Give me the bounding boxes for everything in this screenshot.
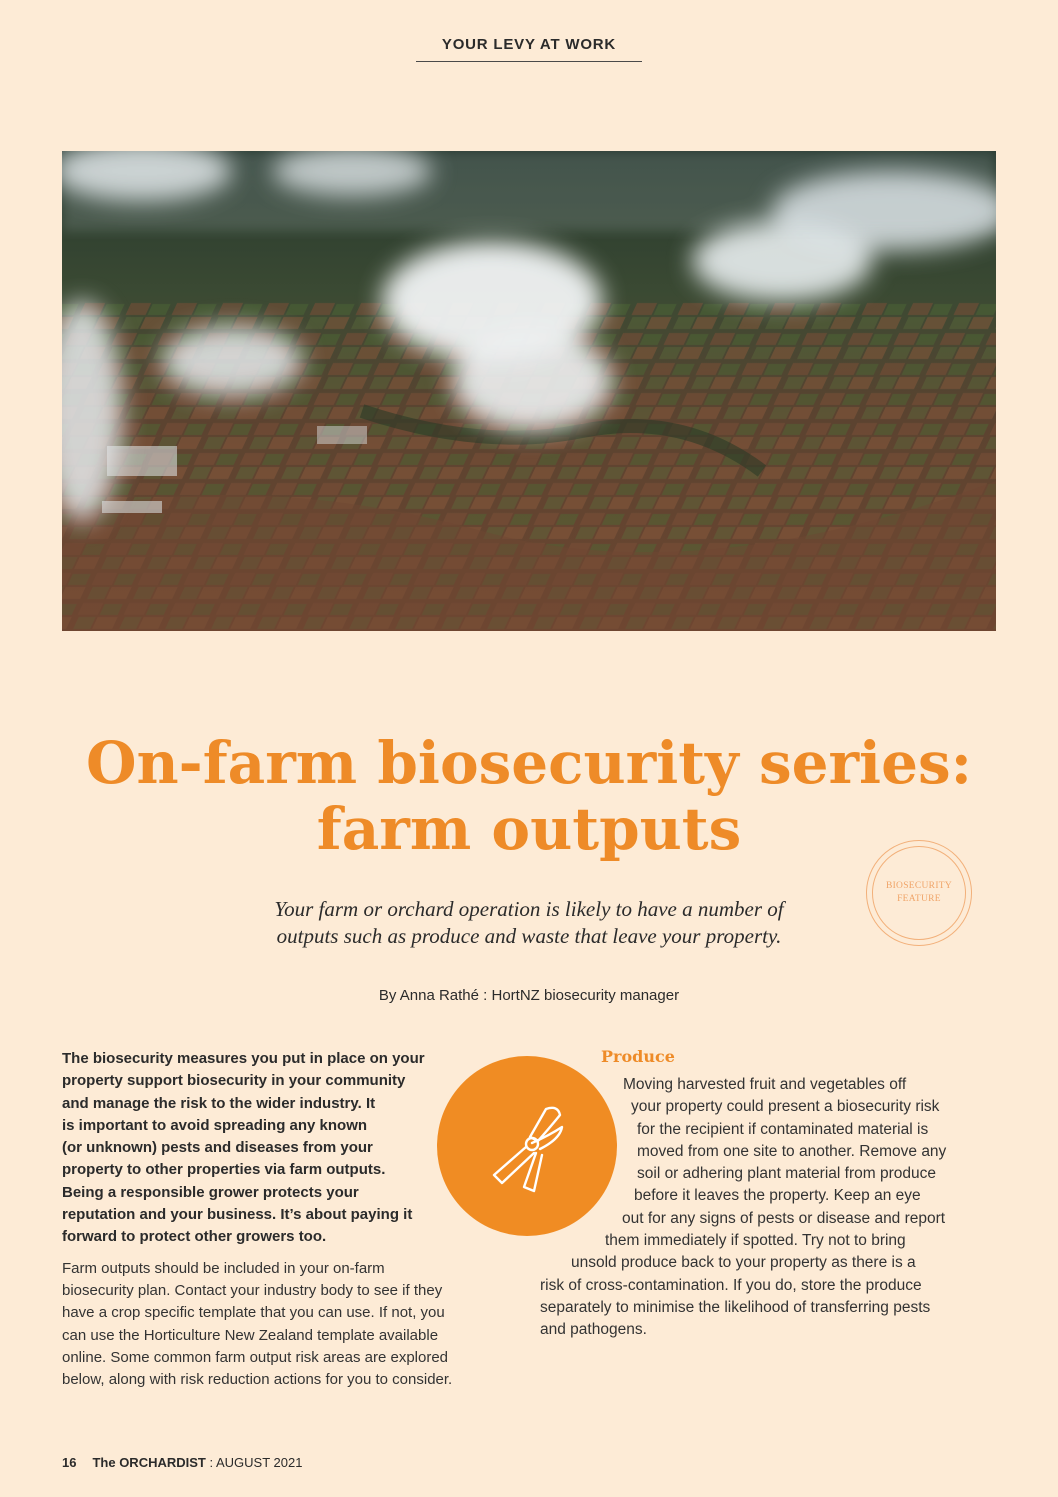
standfirst-line-2: outputs such as produce and waste that leave your property. <box>276 924 782 948</box>
produce-paragraph <box>540 1074 985 1342</box>
intro-line: The biosecurity measures you put in place on your <box>62 1050 425 1067</box>
intro-line: Being a responsible grower protects your <box>62 1183 359 1201</box>
page-number: 16 <box>62 1455 77 1470</box>
byline: By Anna Rathé : HortNZ biosecurity manager <box>378 987 680 1004</box>
produce-line: moved from one site to another. Remove any <box>637 1142 947 1160</box>
produce-line: before it leaves the property. Keep an eye <box>634 1187 921 1205</box>
intro-line: is important to avoid spreading any known <box>62 1116 368 1134</box>
produce-line: separately to minimise the likelihood of transferring pests <box>540 1298 931 1316</box>
intro-line: property support biosecurity in your community <box>62 1072 406 1090</box>
page-footer <box>62 1455 302 1470</box>
badge-line-2: FEATURE <box>897 894 941 904</box>
produce-line: soil or adhering plant material from produce <box>637 1165 936 1183</box>
intro-line: forward to protect other growers too. <box>62 1228 327 1246</box>
produce-line: and pathogens. <box>540 1321 647 1339</box>
produce-line: Moving harvested fruit and vegetables off <box>623 1076 907 1093</box>
produce-line: for the recipient if contaminated material is <box>637 1120 929 1138</box>
produce-line: them immediately if spotted. Try not to bring <box>605 1232 906 1250</box>
intro-line: (or unknown) pests and diseases from your <box>62 1139 373 1157</box>
magazine-name: The ORCHARDIST <box>92 1455 206 1470</box>
body-line: online. Some common farm output risk areas are explored <box>62 1348 449 1366</box>
produce-line: your property could present a biosecurity risk <box>631 1098 940 1116</box>
body-paragraph <box>62 1258 522 1392</box>
body-line: below, along with risk reduction actions for you to consider. <box>62 1371 453 1389</box>
body-line: can use the Horticulture New Zealand template available <box>62 1326 439 1344</box>
badge-line-1: BIOSECURITY <box>885 881 953 891</box>
body-line: have a crop specific template that you can use. If not, you <box>62 1304 445 1322</box>
produce-line: unsold produce back to your property as there is a <box>571 1254 916 1272</box>
intro-line: and manage the risk to the wider industry. It <box>62 1094 376 1112</box>
standfirst-line-1: Your farm or orchard operation is likely to have a number of <box>274 897 784 921</box>
intro-line: property to other properties via farm outputs. <box>62 1161 386 1179</box>
produce-line: out for any signs of pests or disease and report <box>622 1209 946 1227</box>
produce-heading: Produce <box>601 1047 675 1066</box>
body-line: Farm outputs should be included in your on-farm <box>62 1259 385 1277</box>
standfirst <box>200 896 858 950</box>
title-line-2: farm outputs <box>316 795 742 863</box>
section-label: YOUR LEVY AT WORK <box>416 36 642 62</box>
title-line-1: On-farm biosecurity series: <box>85 729 973 797</box>
body-line: biosecurity plan. Contact your industry body to see if they <box>62 1281 443 1299</box>
intro-line: reputation and your business. It’s about paying it <box>62 1206 413 1224</box>
biosecurity-feature-badge <box>866 840 972 946</box>
article-title <box>60 730 998 862</box>
aerial-farmland-photo <box>62 151 996 631</box>
produce-line: risk of cross-contamination. If you do, store the produce <box>540 1276 922 1294</box>
issue-date: : AUGUST 2021 <box>205 1455 303 1470</box>
